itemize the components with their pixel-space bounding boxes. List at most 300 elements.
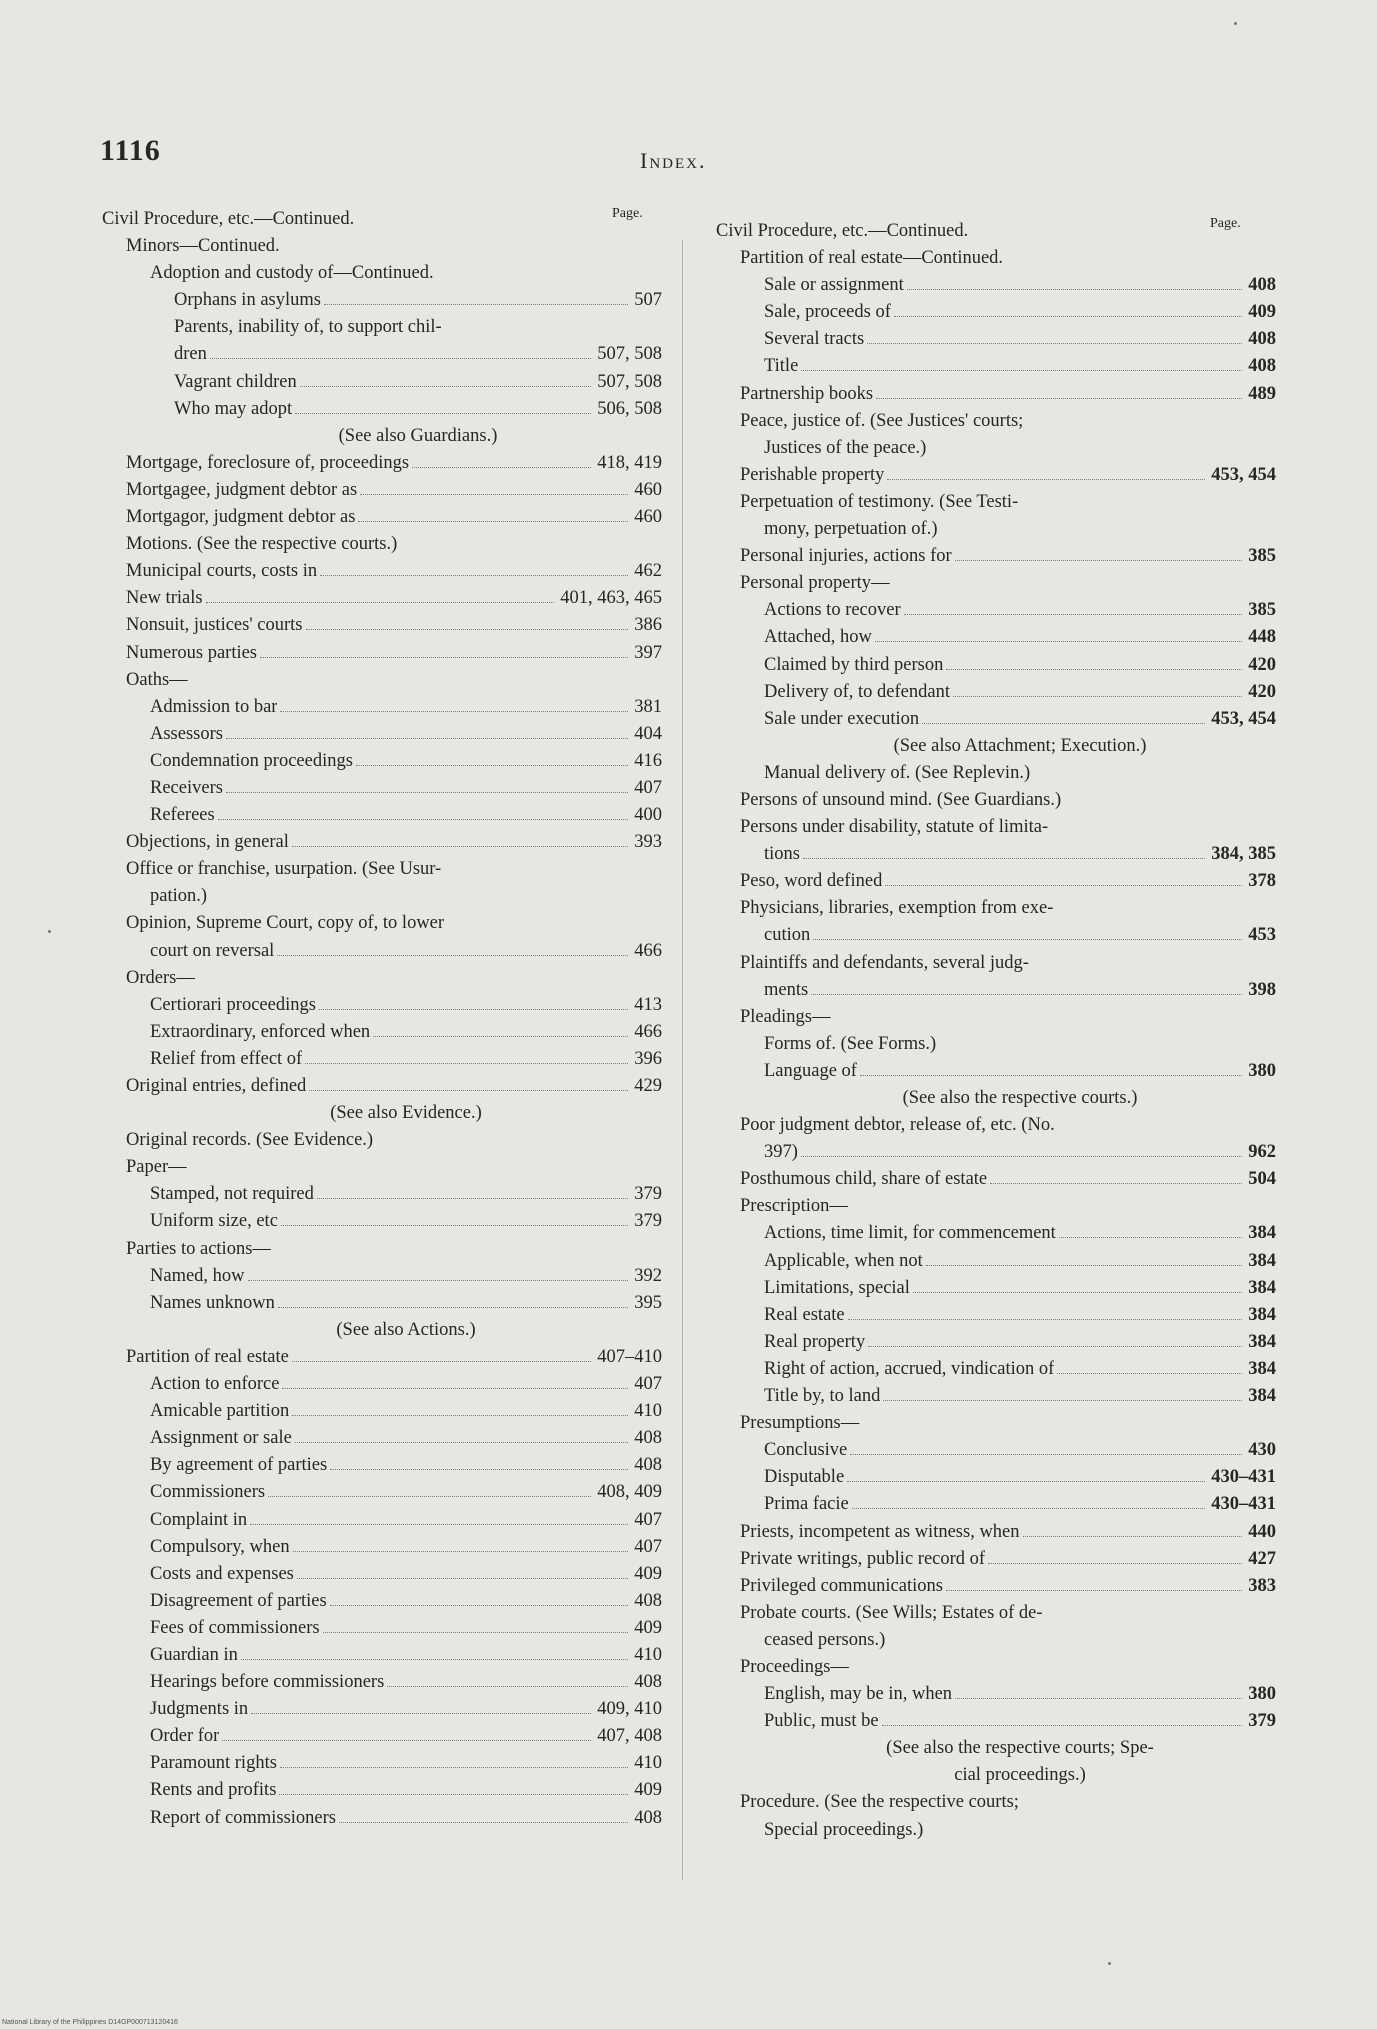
entry-text: mony, perpetuation of.) [764,519,938,540]
page-reference: 409 [1248,302,1276,323]
footer-note: National Library of the Philippines D14GP000713120416 [2,2019,178,2026]
entry-text: Costs and expenses [150,1563,294,1584]
index-entry [716,679,1276,706]
dot-leader [926,1265,1243,1266]
index-entry [716,489,1276,516]
index-entry [102,1507,662,1534]
index-entry [716,977,1276,1004]
page-reference: 393 [634,832,662,853]
entry-text: Posthumous child, share of estate [740,1169,988,1190]
index-entry [102,314,662,341]
dot-leader [206,602,555,603]
entry-text: Partnership books [740,383,874,404]
index-entry [716,597,1276,624]
index-entry [716,543,1276,570]
page-reference: 427 [1248,1548,1276,1569]
page-reference: 379 [634,1184,662,1205]
page-reference: 504 [1248,1169,1276,1190]
page-reference: 400 [634,805,662,826]
entry-text: Claimed by third person [764,654,944,675]
index-entry [102,938,662,965]
entry-text: Relief from effect of [150,1048,303,1069]
entry-text: Amicable partition [150,1401,290,1422]
page-reference: 408, 409 [597,1482,662,1503]
index-entry [102,1561,662,1588]
entry-text: Plaintiffs and defendants, several judg- [740,952,1029,973]
dot-leader [847,1481,1205,1482]
entry-text: Sale under execution [764,708,920,729]
entry-text: Office or franchise, usurpation. (See Usur- [126,859,442,880]
entry-text: Presumptions— [740,1413,860,1434]
entry-text: (See also Evidence.) [330,1103,482,1124]
index-entry [716,1546,1276,1573]
entry-text: Partition of real estate [126,1346,289,1367]
index-entry [102,1750,662,1777]
index-entry [716,1139,1276,1166]
entry-text: (See also the respective courts; Spe- [886,1738,1154,1759]
dot-leader [876,398,1242,399]
index-entry [102,1452,662,1479]
dot-leader [904,614,1243,615]
entry-text: (See also Attachment; Execution.) [893,735,1147,756]
page-reference: 408 [634,1672,662,1693]
page-reference: 383 [1248,1575,1276,1596]
index-entry [102,1073,662,1100]
dot-leader [210,358,591,359]
entry-text: Mortgagee, judgment debtor as [126,479,358,500]
index-entry [102,1208,662,1235]
index-entry [716,1600,1276,1627]
entry-text: ments [764,979,809,1000]
entry-text: Oaths— [126,669,188,690]
entry-text: Proceedings— [740,1656,849,1677]
entry-text: Civil Procedure, etc.—Continued. [102,209,355,229]
index-heading [102,206,662,233]
entry-text: Priests, incompetent as witness, when [740,1521,1020,1542]
index-entry [716,1356,1276,1383]
index-entry [102,1669,662,1696]
entry-text: Manual delivery of. (See Replevin.) [764,762,1031,783]
dot-leader [330,1605,629,1606]
index-entry [716,1004,1276,1031]
page-reference: 386 [634,615,662,636]
index-entry [716,1410,1276,1437]
page-reference: 507, 508 [597,344,662,365]
page-reference: 407 [634,1536,662,1557]
page-reference: 407 [634,777,662,798]
index-entry [102,1425,662,1452]
entry-text: Original records. (See Evidence.) [126,1130,374,1151]
index-entry [716,1166,1276,1193]
index-entry [102,1777,662,1804]
page-title: Index. [640,148,707,173]
dot-leader [850,1454,1242,1455]
see-also-reference [102,423,662,450]
page-reference: 401, 463, 465 [560,588,662,609]
dot-leader [279,1794,628,1795]
index-entry [716,1817,1276,1844]
entry-text: Pleadings— [740,1006,831,1027]
entry-text: Paper— [126,1157,187,1178]
see-also-reference [716,733,1276,760]
entry-text: Title by, to land [764,1386,881,1407]
page-reference: 460 [634,507,662,528]
index-entry [102,1479,662,1506]
page-reference: 418, 419 [597,452,662,473]
entry-text: Certiorari proceedings [150,994,316,1015]
index-entry [716,1302,1276,1329]
index-entry [102,802,662,829]
index-entry [716,326,1276,353]
page-reference: 466 [634,1021,662,1042]
page-reference: 430–431 [1211,1494,1276,1515]
index-entry [716,272,1276,299]
entry-text: Privileged communications [740,1575,943,1596]
entry-text: Rents and profits [150,1780,277,1801]
index-entry [716,841,1276,868]
dot-leader [1057,1373,1242,1374]
entry-text: Persons under disability, statute of limita- [740,817,1049,838]
dot-leader [852,1508,1206,1509]
index-entry [716,1031,1276,1058]
dot-leader [860,1075,1242,1076]
page-reference: 453, 454 [1211,464,1276,485]
dot-leader [250,1524,628,1525]
index-entry [716,299,1276,326]
index-entry [716,868,1276,895]
page-number: 1116 [100,134,161,167]
dot-leader [297,1578,628,1579]
page-reference: 430 [1248,1440,1276,1461]
page-reference: 384 [1248,1250,1276,1271]
entry-text: Stamped, not required [150,1184,314,1205]
index-entry [102,531,662,558]
entry-text: Disagreement of parties [150,1590,327,1611]
index-entry [102,1019,662,1046]
dot-leader [946,669,1242,670]
dot-leader [295,413,591,414]
entry-text: Actions, time limit, for commencement [764,1223,1056,1244]
index-entry [716,1654,1276,1681]
index-entry [102,1263,662,1290]
dot-leader [1023,1536,1243,1537]
page-reference: 408 [1248,275,1276,296]
see-also-reference [102,1100,662,1127]
entry-text: Prescription— [740,1196,848,1217]
entry-text: Minors—Continued. [126,236,280,257]
dot-leader [811,994,1242,995]
page-reference: 380 [1248,1060,1276,1081]
page-reference: 384 [1248,1277,1276,1298]
entry-text: Real estate [764,1304,845,1325]
dot-leader [875,641,1242,642]
dot-leader [317,1198,628,1199]
page-reference: 407 [634,1374,662,1395]
scan-speck [1108,1962,1111,1965]
dot-leader [988,1563,1242,1564]
page-reference: 409 [634,1617,662,1638]
page-reference: 489 [1248,383,1276,404]
page-reference: 420 [1248,654,1276,675]
page-reference: 453 [1248,925,1276,946]
dot-leader [867,343,1242,344]
entry-text: Referees [150,805,215,826]
page-reference: 410 [634,1401,662,1422]
dot-leader [953,696,1242,697]
index-entry [102,1046,662,1073]
entry-text: Assessors [150,723,223,744]
index-entry [102,721,662,748]
index-entry [102,287,662,314]
page-reference: 384 [1248,1304,1276,1325]
dot-leader [293,1551,629,1552]
page-reference: 410 [634,1644,662,1665]
entry-text: Sale, proceeds of [764,302,891,323]
entry-text: Personal property— [740,573,890,594]
entry-text: Physicians, libraries, exemption from exe- [740,898,1054,919]
column-divider [682,240,683,1880]
index-entry [716,1329,1276,1356]
dot-leader [309,1090,628,1091]
dot-leader [848,1319,1243,1320]
entry-text: Perishable property [740,464,885,485]
entry-text: Report of commissioners [150,1807,337,1828]
page-column-header-right: Page. [1210,216,1241,231]
page-reference: 385 [1248,600,1276,621]
entry-text: Perpetuation of testimony. (See Testi- [740,491,1019,512]
dot-leader [268,1496,591,1497]
dot-leader [251,1713,591,1714]
entry-text: court on reversal [150,940,275,961]
index-entry [716,1220,1276,1247]
dot-leader [292,1415,628,1416]
index-entry [102,992,662,1019]
entry-text: Admission to bar [150,696,278,717]
dot-leader [356,765,628,766]
entry-text: Delivery of, to defendant [764,681,950,702]
index-entry [716,814,1276,841]
page-reference: 408 [634,1455,662,1476]
page-reference: 407 [634,1509,662,1530]
dot-leader [280,711,628,712]
dot-leader [358,521,628,522]
entry-text: (See also Actions.) [336,1319,476,1340]
entry-text: Order for [150,1726,220,1747]
index-entry [102,640,662,667]
index-entry [102,233,662,260]
entry-text: Commissioners [150,1482,266,1503]
page-reference: 409 [634,1780,662,1801]
entry-text: Actions to recover [764,600,901,621]
page-reference: 384, 385 [1211,844,1276,865]
page-reference: 507 [634,290,662,311]
dot-leader [360,494,628,495]
entry-text: pation.) [150,886,208,907]
page-reference: 384 [1248,1358,1276,1379]
dot-leader [305,1063,628,1064]
dot-leader [1059,1237,1242,1238]
dot-leader [320,575,628,576]
page-reference: 410 [634,1753,662,1774]
entry-text: tions [764,844,800,865]
page-reference: 430–431 [1211,1467,1276,1488]
index-entry [716,1519,1276,1546]
dot-leader [226,792,628,793]
entry-text: Guardian in [150,1644,238,1665]
index-entry [102,829,662,856]
page-reference: 409 [634,1563,662,1584]
page-reference: 420 [1248,681,1276,702]
entry-text: Condemnation proceedings [150,750,353,771]
index-entry [102,1127,662,1154]
entry-text: Vagrant children [174,371,297,392]
entry-text: Partition of real estate—Continued. [740,248,1004,269]
dot-leader [883,1400,1242,1401]
entry-text: Applicable, when not [764,1250,923,1271]
page-reference: 384 [1248,1223,1276,1244]
page-reference: 408 [634,1590,662,1611]
index-entry [102,341,662,368]
page-reference: 408 [1248,356,1276,377]
entry-text: Personal injuries, actions for [740,546,952,567]
dot-leader [323,1632,629,1633]
entry-text: Receivers [150,777,223,798]
index-entry [716,1248,1276,1275]
entry-text: cial proceedings.) [954,1765,1086,1786]
entry-text: Parents, inability of, to support chil- [174,317,442,338]
index-entry [716,462,1276,489]
dot-leader [990,1183,1242,1184]
entry-text: Compulsory, when [150,1536,290,1557]
index-entry [102,1398,662,1425]
page-reference: 440 [1248,1521,1276,1542]
page-reference: 416 [634,750,662,771]
entry-text: Uniform size, etc [150,1211,278,1232]
page-reference: 448 [1248,627,1276,648]
index-entry [716,408,1276,435]
entry-text: Special proceedings.) [764,1819,924,1840]
entry-text: Language of [764,1060,857,1081]
entry-text: Civil Procedure, etc.—Continued. [716,221,969,241]
entry-text: Justices of the peace.) [764,437,927,458]
index-entry [102,1615,662,1642]
index-entry [102,1805,662,1832]
entry-text: ceased persons.) [764,1629,886,1650]
page-reference: 413 [634,994,662,1015]
index-entry [102,883,662,910]
dot-leader [887,479,1205,480]
dot-leader [241,1659,628,1660]
dot-leader [280,1767,628,1768]
dot-leader [306,629,629,630]
entry-text: Names unknown [150,1292,275,1313]
index-entry [102,965,662,992]
index-entry [102,558,662,585]
page-reference: 378 [1248,871,1276,892]
dot-leader [281,1225,628,1226]
dot-leader [373,1036,628,1037]
index-column-left [102,206,662,1832]
page-reference: 506, 508 [597,398,662,419]
dot-leader [330,1469,628,1470]
dot-leader [292,1361,591,1362]
dot-leader [226,738,628,739]
entry-text: Forms of. (See Forms.) [764,1033,937,1054]
page-reference: 392 [634,1265,662,1286]
index-entry [102,612,662,639]
entry-text: Complaint in [150,1509,248,1530]
index-entry [716,950,1276,977]
index-entry [716,1491,1276,1518]
entry-text: Mortgagor, judgment debtor as [126,507,356,528]
index-entry [102,504,662,531]
index-entry [716,245,1276,272]
entry-text: Right of action, accrued, vindication of [764,1358,1055,1379]
page-reference: 381 [634,696,662,717]
page-reference: 396 [634,1048,662,1069]
index-column-right [716,218,1276,1844]
entry-text: Orphans in asylums [174,290,321,311]
index-entry [716,435,1276,462]
dot-leader [260,657,628,658]
index-heading [716,218,1276,245]
see-also-reference [716,1762,1276,1789]
index-entry [716,1464,1276,1491]
page-reference: 404 [634,723,662,744]
entry-text: Persons of unsound mind. (See Guardians.) [740,789,1062,810]
index-entry [716,1573,1276,1600]
page-reference: 962 [1248,1142,1276,1163]
index-entry [716,1112,1276,1139]
index-entry [716,706,1276,733]
dot-leader [278,1307,628,1308]
see-also-reference [102,1317,662,1344]
index-entry [716,1058,1276,1085]
index-entry [102,1696,662,1723]
dot-leader [894,316,1242,317]
index-entry [102,1290,662,1317]
entry-text: Municipal courts, costs in [126,561,318,582]
index-entry [716,1627,1276,1654]
dot-leader [882,1725,1243,1726]
entry-text: Disputable [764,1467,845,1488]
index-entry [716,516,1276,543]
index-entry [102,694,662,721]
index-entry [716,1437,1276,1464]
dot-leader [885,885,1242,886]
index-entry [716,895,1276,922]
index-entry [102,477,662,504]
entry-text: Parties to actions— [126,1238,271,1259]
entry-text: Probate courts. (See Wills; Estates of de- [740,1602,1043,1623]
scan-speck [48,930,51,933]
index-entry [716,760,1276,787]
index-entry [102,775,662,802]
entry-text: Assignment or sale [150,1428,292,1449]
dot-leader [801,370,1242,371]
entry-text: Named, how [150,1265,245,1286]
entry-text: English, may be in, when [764,1684,953,1705]
entry-text: Mortgage, foreclosure of, proceedings [126,452,410,473]
entry-text: 397) [764,1142,798,1163]
dot-leader [922,723,1205,724]
dot-leader [803,858,1205,859]
index-entry [102,1534,662,1561]
index-entry [102,1723,662,1750]
index-entry [716,353,1276,380]
index-entry [102,1371,662,1398]
index-entry [716,1383,1276,1410]
